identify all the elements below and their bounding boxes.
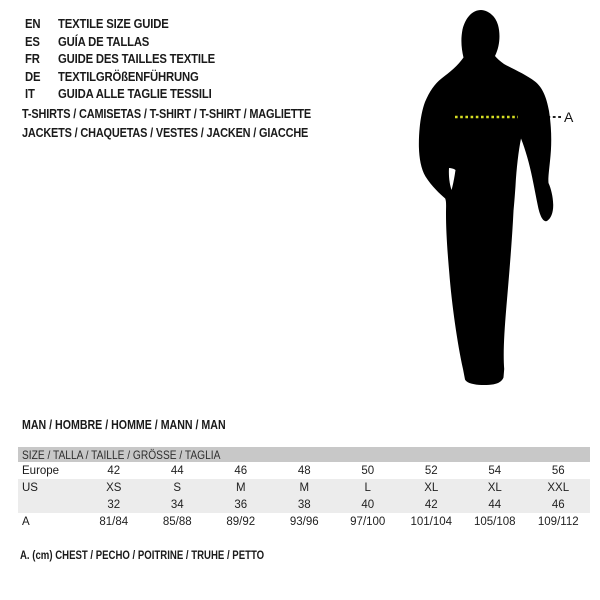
cell: XL bbox=[400, 479, 464, 496]
language-row bbox=[25, 50, 238, 68]
cell: 109/112 bbox=[537, 515, 579, 528]
measure-label-a: A bbox=[564, 109, 574, 125]
section-title: MAN / HOMBRE / HOMME / MANN / MAN bbox=[22, 418, 226, 432]
cell: 40 bbox=[336, 496, 400, 513]
cell: M bbox=[209, 479, 273, 496]
language-code: IT bbox=[25, 86, 35, 101]
cell: XXL bbox=[527, 479, 591, 496]
language-label: GUIDE DES TAILLES TEXTILE bbox=[58, 51, 215, 66]
language-row bbox=[25, 68, 238, 86]
cell: 85/88 bbox=[162, 515, 192, 528]
language-code: DE bbox=[25, 68, 41, 84]
size-table-header: SIZE / TALLA / TAILLE / GRÖSSE / TAGLIA bbox=[18, 447, 590, 462]
cell: 44 bbox=[170, 464, 184, 477]
category-list bbox=[22, 104, 366, 142]
cell: 54 bbox=[488, 464, 502, 477]
cell: 81/84 bbox=[99, 515, 129, 528]
language-label: TEXTILGRÖßENFÜHRUNG bbox=[58, 68, 199, 84]
cell: 93/96 bbox=[289, 515, 319, 528]
cell: 97/100 bbox=[350, 515, 386, 528]
size-table bbox=[18, 447, 590, 530]
language-row bbox=[25, 85, 238, 103]
language-row bbox=[25, 15, 238, 33]
cell: 34 bbox=[146, 496, 210, 513]
jackets-line: JACKETS / CHAQUETAS / VESTES / JACKEN / GIACCHE bbox=[22, 125, 309, 140]
cell: L bbox=[336, 479, 400, 496]
cell: 105/108 bbox=[473, 515, 516, 528]
man-silhouette-figure bbox=[400, 0, 575, 400]
cell: 52 bbox=[424, 464, 438, 477]
cell: S bbox=[146, 479, 210, 496]
cell: 101/104 bbox=[410, 515, 453, 528]
cell: 46 bbox=[234, 464, 248, 477]
cell: 46 bbox=[527, 496, 591, 513]
cell: 50 bbox=[361, 464, 375, 477]
size-table-header-row bbox=[18, 447, 590, 462]
table-row-us bbox=[18, 479, 590, 496]
cell: 38 bbox=[273, 496, 337, 513]
table-row-chest-a bbox=[18, 513, 590, 530]
table-row-us-numeric bbox=[18, 496, 590, 513]
man-silhouette bbox=[419, 10, 553, 385]
row-label: Europe bbox=[22, 464, 60, 477]
language-label: TEXTILE SIZE GUIDE bbox=[58, 16, 169, 31]
cell: 48 bbox=[297, 464, 311, 477]
cell: 56 bbox=[551, 464, 565, 477]
cell: XL bbox=[463, 479, 527, 496]
language-code: ES bbox=[25, 33, 40, 49]
cell: 36 bbox=[209, 496, 273, 513]
tshirts-line: T-SHIRTS / CAMISETAS / T-SHIRT / T-SHIRT / MAGLIETTE bbox=[22, 106, 311, 121]
cell: 89/92 bbox=[226, 515, 256, 528]
cell: XS bbox=[82, 479, 146, 496]
cell: 42 bbox=[107, 464, 121, 477]
table-row-europe bbox=[18, 462, 590, 479]
language-code: EN bbox=[25, 16, 41, 31]
row-label: US bbox=[18, 479, 82, 496]
cell: 32 bbox=[82, 496, 146, 513]
measurement-footnote: A. (cm) CHEST / PECHO / POITRINE / TRUHE / PETTO bbox=[20, 548, 265, 562]
language-row bbox=[25, 33, 238, 51]
language-label: GUÍA DE TALLAS bbox=[58, 33, 150, 49]
language-code: FR bbox=[25, 51, 40, 66]
row-label bbox=[18, 496, 82, 513]
language-list bbox=[25, 15, 238, 103]
cell: 44 bbox=[463, 496, 527, 513]
language-label: GUIDA ALLE TAGLIE TESSILI bbox=[58, 86, 212, 101]
row-label: A bbox=[22, 515, 30, 528]
cell: M bbox=[273, 479, 337, 496]
cell: 42 bbox=[400, 496, 464, 513]
